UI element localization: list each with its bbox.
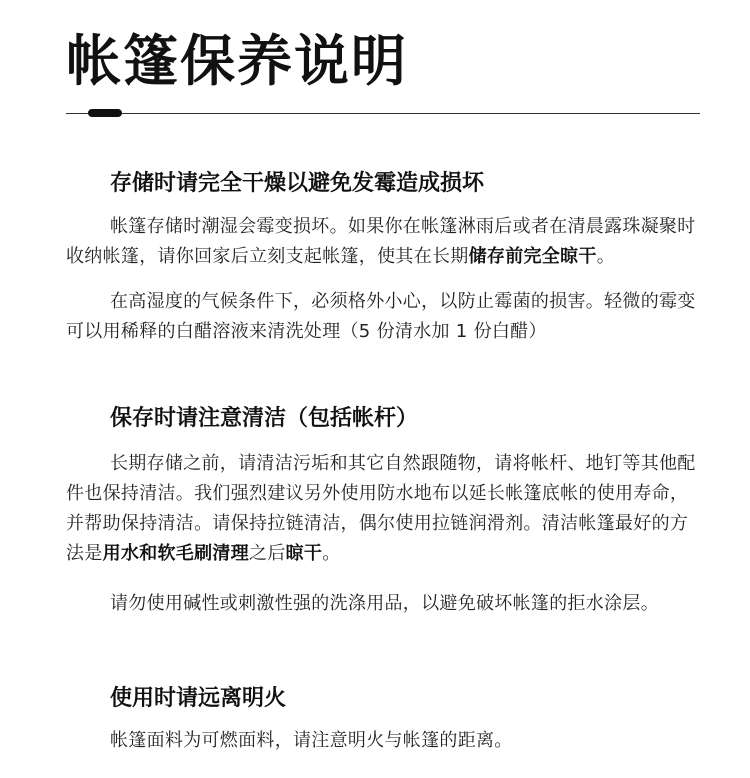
title-divider-accent <box>88 109 122 117</box>
page-title: 帐篷保养说明 <box>66 29 409 93</box>
section-fire-safety <box>66 683 700 756</box>
section-heading: 使用时请远离明火 <box>110 686 287 711</box>
paragraph-text: 帐篷存储时潮湿会霉变损坏。如果你在帐篷淋雨后或者在清晨露珠凝聚时收纳帐篷，请你回家后立刻支起帐篷，使其在长期 <box>66 216 696 267</box>
paragraph-text: 。 <box>322 543 341 564</box>
section-heading: 存储时请完全干燥以避免发霉造成损坏 <box>110 171 485 196</box>
paragraph-text: 长期存储之前，请清洁污垢和其它自然跟随物，请将帐杆、地钉等其他配件也保持清洁。我们强烈建议另外使用防水地布以延长帐篷底帐的使用寿命，并帮助保持清洁。请保持拉链清洁，偶尔使用拉链润滑剂。清洁帐篷最好的方法是 <box>66 453 696 564</box>
emphasis-text: 晾干 <box>285 543 323 564</box>
paragraph <box>66 287 700 347</box>
paragraph-text: 之后 <box>249 543 286 564</box>
emphasis-text: 用水和软毛刷清理 <box>102 543 250 564</box>
section-dry-storage <box>66 168 700 347</box>
paragraph <box>66 449 700 569</box>
paragraph-text: 帐篷面料为可燃面料，请注意明火与帐篷的距离。 <box>110 730 513 751</box>
paragraph-text: 。 <box>596 246 616 267</box>
paragraph <box>66 581 700 627</box>
section-heading: 保存时请注意清洁（包括帐杆） <box>110 406 419 431</box>
emphasis-text: 储存前完全晾干 <box>468 246 597 267</box>
paragraph-text: 在高湿度的气候条件下，必须格外小心，以防止霉菌的损害。轻微的霉变可以用稀释的白醋溶液来清洗处理（5 份清水加 1 份白醋） <box>66 291 696 342</box>
paragraph <box>66 726 700 756</box>
paragraph-text: 请勿使用碱性或刺激性强的洗涤用品，以避免破坏帐篷的拒水涂层。 <box>110 593 659 614</box>
section-cleaning <box>66 403 700 627</box>
paragraph <box>66 212 700 272</box>
title-divider <box>66 113 700 114</box>
